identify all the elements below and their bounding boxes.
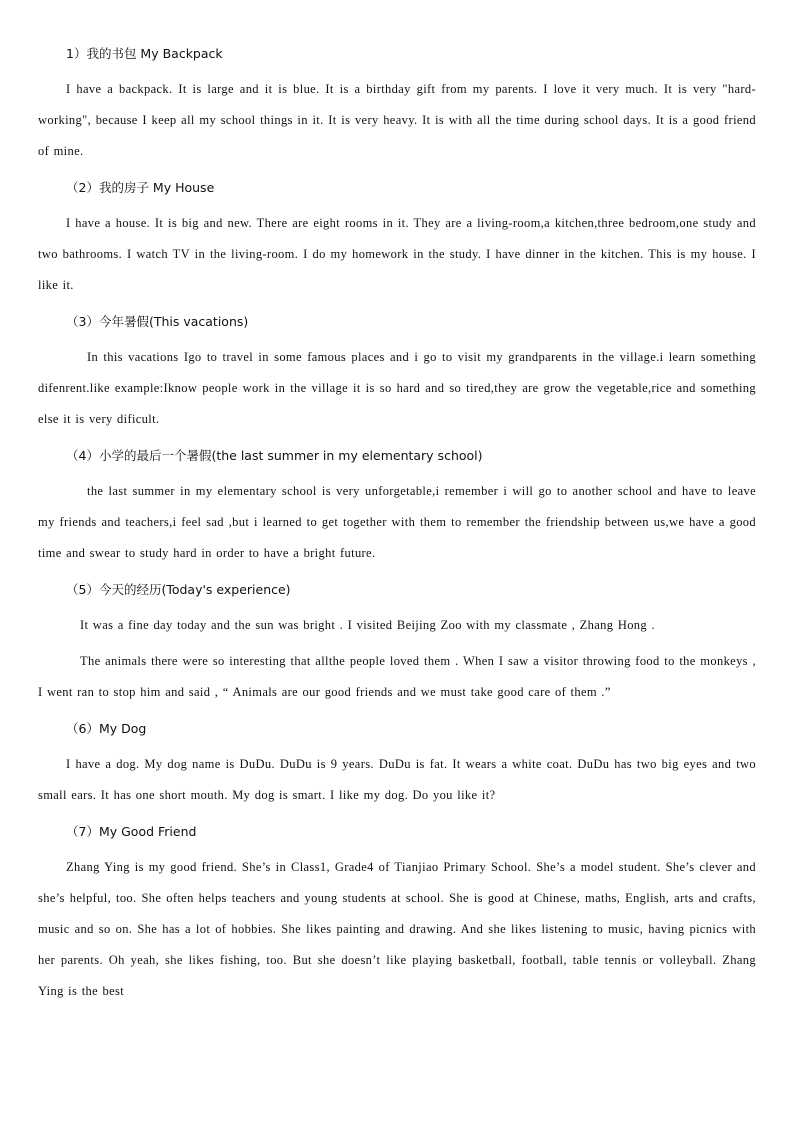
section-5-paragraph-2: The animals there were so interesting that allthe people loved them . When I saw a visitor throwing food to the monkeys , I went ran to stop him and said , “ Animals are our good friends and we must take good care of them .” [38, 654, 756, 699]
section-7-paragraph: Zhang Ying is my good friend. She’s in Class1, Grade4 of Tianjiao Primary School. She’s a model student. She’s clever and she’s helpful, too. She often helps teachers and young students at school. She is good at Chinese, maths, English, arts and crafts, music and so on. She has a lot of hobbies. She likes painting and drawing. And she likes listening to music, having picnics with her parents. Oh yeah, she likes fishing, too. But she doesn’t like playing basketball, football, table tennis or volleyball. Zhang Ying is the best [38, 860, 756, 998]
section-2-paragraph: I have a house. It is big and new. There are eight rooms in it. They are a living-room,a kitchen,three bedroom,one study and two bathrooms. I watch TV in the living-room. I do my homework in the study. I have dinner in the kitchen. This is my house. I like it. [38, 216, 756, 292]
section-1-heading: 1）我的书包 My Backpack [66, 46, 223, 61]
section-2-heading: （2）我的房子 My House [66, 180, 215, 195]
section-6-heading: （6）My Dog [66, 721, 147, 736]
section-3-heading: （3）今年暑假(This vacations) [66, 314, 249, 329]
section-5-paragraph-1: It was a fine day today and the sun was bright . I visited Beijing Zoo with my classmate , Zhang Hong . [80, 618, 655, 632]
section-4-paragraph: the last summer in my elementary school is very unforgetable,i remember i will go to another school and have to leave my friends and teachers,i feel sad ,but i learned to get together with them to remember the friendship between us,we have a good time and swear to study hard in order to have a bright future. [38, 484, 756, 560]
section-7-heading: （7）My Good Friend [66, 824, 197, 839]
section-6-paragraph: I have a dog. My dog name is DuDu. DuDu is 9 years. DuDu is fat. It wears a white coat. DuDu has two big eyes and two small ears. It has one short mouth. My dog is smart. I like my dog. Do you like it? [38, 757, 756, 802]
section-5-heading: （5）今天的经历(Today's experience) [66, 582, 291, 597]
section-3-paragraph: In this vacations Igo to travel in some famous places and i go to visit my grandparents in the village.i learn something difenrent.like example:Iknow people work in the village it is so hard and so tired,they are grow the vegetable,rice and something else it is very dificult. [38, 350, 756, 426]
section-1-paragraph: I have a backpack. It is large and it is blue. It is a birthday gift from my parents. I love it very much. It is very "hard-working", because I keep all my school things in it. It is very heavy. It is with all the time during school days. It is a good friend of mine. [38, 82, 756, 158]
section-4-heading: （4）小学的最后一个暑假(the last summer in my elementary school) [66, 448, 483, 463]
document-page [38, 38, 756, 1012]
